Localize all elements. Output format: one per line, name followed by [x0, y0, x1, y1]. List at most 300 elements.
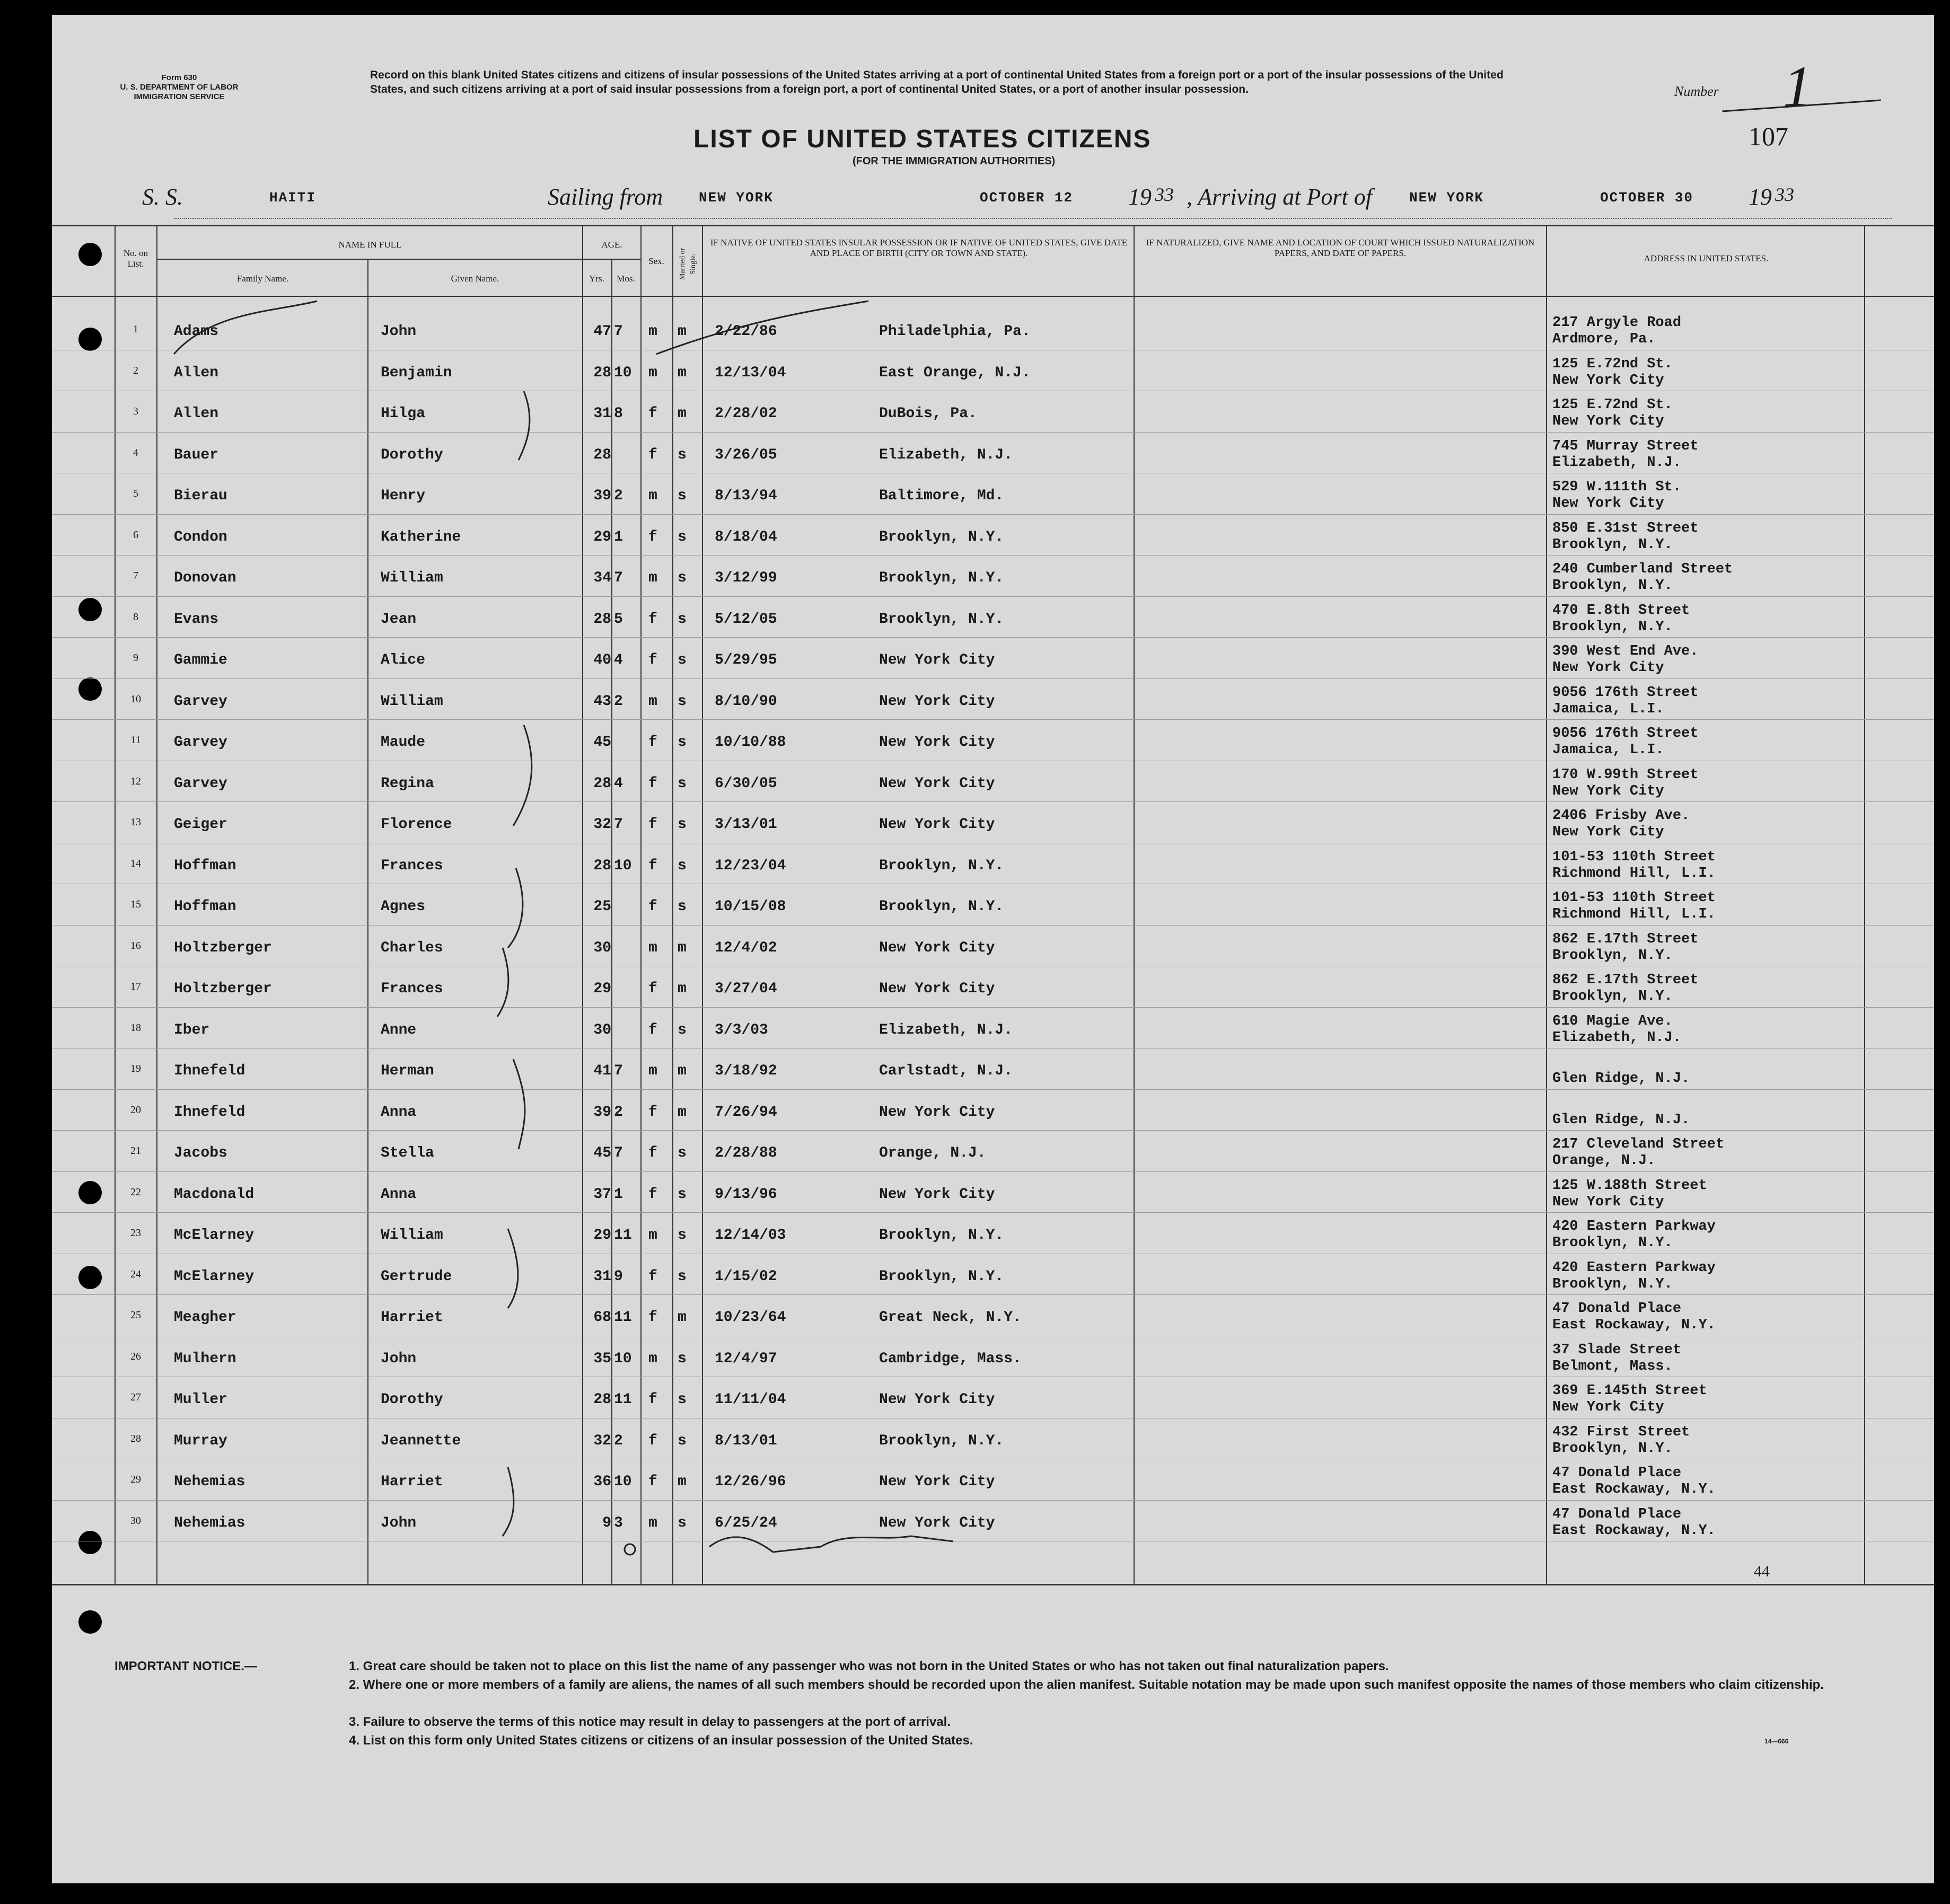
cell-no: 28	[130, 1432, 141, 1444]
cell-addr1: 610 Magie Ave.	[1552, 1013, 1673, 1029]
cell-addr1: 125 W.188th Street	[1552, 1177, 1707, 1194]
cell-given: Anne	[381, 1021, 417, 1038]
cell-family: Condon	[174, 528, 227, 545]
cell-addr2: Jamaica, L.I.	[1552, 742, 1664, 758]
page-title: LIST OF UNITED STATES CITIZENS	[693, 125, 1152, 153]
notice-item: 2. Where one or more members of a family are aliens, the names of all such members should be recorded upon the alien manifest. Suitable notation may be made upon such manifest opposite the names of those members who claim citizenship.	[349, 1678, 1824, 1692]
cell-place: New York City	[879, 816, 995, 833]
cell-no: 27	[130, 1391, 141, 1403]
cell-ms: s	[678, 528, 687, 545]
cell-sex: m	[648, 1227, 657, 1244]
cell-sex: f	[648, 1432, 657, 1449]
column-header-address: ADDRESS IN UNITED STATES.	[1644, 253, 1769, 263]
cell-yrs: 25	[593, 898, 611, 915]
cell-given: Anna	[381, 1104, 417, 1121]
column-header-family: Family Name.	[236, 274, 289, 284]
year-prefix: 19	[1128, 184, 1152, 210]
cell-dob: 8/18/04	[715, 528, 777, 545]
cell-mos: 10	[614, 1474, 632, 1490]
cell-ms: m	[678, 939, 687, 956]
cell-no: 26	[130, 1350, 141, 1362]
cell-mos: 1	[614, 528, 623, 545]
pen-bracket	[508, 1229, 518, 1308]
cell-no: 11	[130, 734, 141, 746]
number-label: Number	[1674, 84, 1719, 99]
cell-addr1: 47 Donald Place	[1552, 1465, 1682, 1481]
cell-ms: s	[678, 734, 687, 751]
cell-addr1: 2406 Frisby Ave.	[1552, 808, 1690, 824]
pen-stroke	[174, 301, 317, 354]
cell-yrs: 31	[593, 1268, 611, 1285]
cell-family: McElarney	[174, 1268, 254, 1285]
cell-given: Harriet	[381, 1474, 443, 1490]
cell-dob: 8/10/90	[715, 693, 777, 710]
cell-addr1: 47 Donald Place	[1552, 1506, 1682, 1522]
cell-addr1: 125 E.72nd St.	[1552, 397, 1673, 413]
cell-given: Florence	[381, 816, 452, 833]
cell-addr2: New York City	[1552, 372, 1664, 389]
cell-addr2: Brooklyn, N.Y.	[1552, 619, 1673, 635]
cell-yrs: 37	[593, 1186, 611, 1203]
cell-no: 25	[130, 1309, 141, 1321]
cell-dob: 2/22/86	[715, 323, 777, 340]
cell-addr2: Brooklyn, N.Y.	[1552, 536, 1673, 553]
cell-addr2: Richmond Hill, L.I.	[1552, 906, 1716, 922]
cell-no: 14	[130, 857, 141, 869]
cell-yrs: 31	[593, 406, 611, 422]
cell-yrs: 29	[593, 981, 611, 997]
notice-item: 4. List on this form only United States citizens or citizens of an insular possession of the United States.	[349, 1733, 973, 1748]
column-header-no: No. on List.	[123, 248, 148, 269]
cell-mos: 5	[614, 611, 623, 628]
cell-addr2: Elizabeth, N.J.	[1552, 1029, 1682, 1046]
cell-yrs: 28	[593, 611, 611, 628]
cell-yrs: 9	[602, 1514, 611, 1531]
form-instructions: Record on this blank United States citizens and citizens of insular possessions of the United States arriving at a port of continental United States from a foreign port or a port of the insular possessions of the United States, and such citizens arriving at a port of said insular possessions from a foreign port, a port of continental United States, or a port of another insular possession.	[370, 69, 1504, 95]
cell-given: Dorothy	[381, 446, 443, 463]
cell-dob: 7/26/94	[715, 1104, 777, 1121]
cell-sex: m	[648, 323, 657, 340]
cell-sex: f	[648, 406, 657, 422]
arrival-port: NEW YORK	[1409, 190, 1484, 206]
cell-mos: 10	[614, 364, 632, 381]
cell-ms: s	[678, 488, 687, 504]
cell-given: William	[381, 1227, 443, 1244]
cell-addr2: Orange, N.J.	[1552, 1153, 1656, 1169]
cell-addr2: New York City	[1552, 824, 1664, 840]
cell-addr2: Brooklyn, N.Y.	[1552, 578, 1673, 594]
cell-addr2: Glen Ridge, N.J.	[1552, 1112, 1690, 1128]
cell-ms: s	[678, 775, 687, 792]
service-name: IMMIGRATION SERVICE	[134, 92, 225, 101]
cell-given: Dorothy	[381, 1391, 443, 1408]
cell-place: Brooklyn, N.Y.	[879, 570, 1004, 586]
cell-yrs: 28	[593, 857, 611, 874]
cell-mos: 1	[614, 1186, 623, 1203]
cell-sex: m	[648, 1350, 657, 1367]
year-prefix: 19	[1749, 184, 1772, 210]
cell-addr2: New York City	[1552, 660, 1664, 676]
cell-place: Great Neck, N.Y.	[879, 1309, 1022, 1326]
cell-yrs: 29	[593, 528, 611, 545]
cell-given: Henry	[381, 488, 426, 504]
cell-mos: 2	[614, 488, 623, 504]
departure-date: OCTOBER 12	[980, 190, 1074, 206]
cell-family: Allen	[174, 406, 219, 422]
cell-given: Regina	[381, 775, 434, 792]
cell-family: Garvey	[174, 734, 227, 751]
cell-addr1: 390 West End Ave.	[1552, 644, 1699, 659]
cell-place: East Orange, N.J.	[879, 364, 1031, 381]
cell-sex: m	[648, 693, 657, 710]
cell-sex: f	[648, 1268, 657, 1285]
cell-dob: 5/29/95	[715, 652, 777, 668]
cell-given: Benjamin	[381, 364, 452, 381]
cell-no: 24	[130, 1268, 141, 1280]
cell-ms: m	[678, 1309, 687, 1326]
cell-sex: f	[648, 611, 657, 628]
cell-addr1: 420 Eastern Parkway	[1552, 1259, 1716, 1276]
cell-place: Orange, N.J.	[879, 1145, 986, 1161]
cell-dob: 1/15/02	[715, 1268, 777, 1285]
cell-place: DuBois, Pa.	[879, 406, 977, 422]
cell-addr1: 101-53 110th Street	[1552, 890, 1716, 906]
cell-ms: s	[678, 1268, 687, 1285]
cell-addr1: 369 E.145th Street	[1552, 1383, 1707, 1399]
cell-addr1: 9056 176th Street	[1552, 684, 1699, 701]
column-header-birth: IF NATIVE OF UNITED STATES INSULAR POSSESSION OR IF NATIVE OF UNITED STATES, GIVE DATE AND PLACE OF BIRTH (CITY OR TOWN AND STATE).	[710, 237, 1128, 258]
cell-ms: s	[678, 816, 687, 833]
cell-no: 2	[133, 364, 138, 376]
cell-given: John	[381, 1350, 417, 1367]
cell-given: Agnes	[381, 898, 426, 915]
cell-place: New York City	[879, 1186, 995, 1203]
cell-given: Hilga	[381, 406, 426, 422]
cell-family: Evans	[174, 611, 219, 628]
cell-place: Elizabeth, N.J.	[879, 1021, 1013, 1038]
cell-given: Jeannette	[381, 1432, 461, 1449]
cell-mos: 7	[614, 323, 623, 340]
cell-place: New York City	[879, 1474, 995, 1490]
cell-yrs: 68	[593, 1309, 611, 1326]
cell-family: Bierau	[174, 488, 227, 504]
handwritten-marks	[52, 15, 1934, 1605]
cell-sex: f	[648, 1391, 657, 1408]
cell-mos: 10	[614, 1350, 632, 1367]
cell-mos: 7	[614, 816, 623, 833]
cell-addr1: 125 E.72nd St.	[1552, 356, 1673, 372]
cell-dob: 12/26/96	[715, 1474, 786, 1490]
cell-ms: s	[678, 1432, 687, 1449]
cell-no: 8	[133, 611, 138, 623]
cell-no: 1	[133, 323, 138, 335]
cell-addr2: Glen Ridge, N.J.	[1552, 1071, 1690, 1087]
cell-mos: 11	[614, 1227, 632, 1244]
cell-no: 16	[130, 939, 141, 951]
cell-sex: m	[648, 1063, 657, 1079]
cell-family: Gammie	[174, 652, 227, 668]
cell-no: 13	[130, 816, 141, 828]
cell-sex: f	[648, 652, 657, 668]
cell-mos: 7	[614, 570, 623, 586]
cell-yrs: 30	[593, 939, 611, 956]
cell-ms: s	[678, 1021, 687, 1038]
footnote-count: 44	[1754, 1563, 1770, 1580]
cell-ms: s	[678, 1186, 687, 1203]
cell-dob: 2/28/88	[715, 1145, 777, 1161]
list-number: 1	[1783, 54, 1812, 119]
cell-dob: 3/18/92	[715, 1063, 777, 1079]
cell-no: 19	[130, 1063, 141, 1074]
handwritten-signature	[709, 1536, 953, 1552]
cell-mos: 10	[614, 857, 632, 874]
cell-yrs: 39	[593, 488, 611, 504]
cell-given: Katherine	[381, 528, 461, 545]
column-header-name: NAME IN FULL	[338, 240, 402, 250]
cell-sex: f	[648, 1309, 657, 1326]
cell-place: Brooklyn, N.Y.	[879, 1432, 1004, 1449]
cell-yrs: 28	[593, 446, 611, 463]
column-header-age: AGE.	[601, 240, 622, 250]
cell-no: 4	[133, 446, 138, 459]
cell-dob: 12/4/02	[715, 939, 777, 956]
cell-family: Muller	[174, 1391, 227, 1408]
cell-addr1: 745 Murray Street	[1552, 438, 1699, 454]
cell-mos: 3	[614, 1514, 623, 1531]
cell-addr1: 862 E.17th Street	[1552, 931, 1699, 947]
cell-addr2: Brooklyn, N.Y.	[1552, 1276, 1673, 1292]
cell-dob: 8/13/94	[715, 488, 777, 504]
pen-bracket	[519, 391, 530, 460]
cell-given: Stella	[381, 1145, 434, 1161]
cell-ms: m	[678, 406, 687, 422]
cell-ms: m	[678, 1104, 687, 1121]
cell-sex: f	[648, 857, 657, 874]
cell-place: Philadelphia, Pa.	[879, 323, 1031, 340]
cell-addr1: 420 Eastern Parkway	[1552, 1219, 1716, 1235]
cell-given: John	[381, 323, 417, 340]
pen-bracket	[497, 948, 508, 1017]
cell-yrs: 47	[593, 323, 611, 340]
cell-sex: m	[648, 364, 657, 381]
column-header-given: Given Name.	[451, 274, 499, 284]
cell-family: Donovan	[174, 570, 236, 586]
cell-addr2: New York City	[1552, 496, 1664, 512]
pen-bracket	[508, 868, 523, 948]
cell-yrs: 28	[593, 1391, 611, 1408]
cell-yrs: 35	[593, 1350, 611, 1367]
cell-no: 29	[130, 1474, 141, 1485]
cell-given: William	[381, 570, 443, 586]
cell-dob: 12/14/03	[715, 1227, 786, 1244]
cell-place: Baltimore, Md.	[879, 488, 1004, 504]
cell-yrs: 28	[593, 775, 611, 792]
cell-no: 22	[130, 1186, 141, 1198]
cell-addr1: 432 First Street	[1552, 1424, 1690, 1440]
cell-addr2: Belmont, Mass.	[1552, 1358, 1673, 1374]
cell-dob: 2/28/02	[715, 406, 777, 422]
cell-no: 20	[130, 1104, 141, 1116]
cell-ms: s	[678, 1227, 687, 1244]
cell-place: New York City	[879, 734, 995, 751]
cell-family: Ihnefeld	[174, 1063, 245, 1079]
cell-sex: f	[648, 981, 657, 997]
cell-dob: 10/15/08	[715, 898, 786, 915]
cell-addr2: New York City	[1552, 413, 1664, 429]
cell-family: Garvey	[174, 775, 227, 792]
print-code: 14—666	[1764, 1738, 1789, 1745]
cell-given: Gertrude	[381, 1268, 452, 1285]
cell-yrs: 29	[593, 1227, 611, 1244]
cell-ms: m	[678, 1474, 687, 1490]
sailing-label: Sailing from	[548, 184, 663, 210]
cell-ms: s	[678, 857, 687, 874]
cell-dob: 11/11/04	[715, 1391, 786, 1408]
cell-addr2: East Rockaway, N.Y.	[1552, 1522, 1716, 1539]
cell-addr2: New York City	[1552, 783, 1664, 799]
cell-mos: 2	[614, 1104, 623, 1121]
cell-addr2: New York City	[1552, 1194, 1664, 1210]
cell-place: New York City	[879, 939, 995, 956]
cell-place: Elizabeth, N.J.	[879, 446, 1013, 463]
notice-item: 1. Great care should be taken not to place on this list the name of any passenger who was not born in the United States or who has not taken out final naturalization papers.	[349, 1659, 1389, 1673]
arriving-label: , Arriving at Port of	[1187, 184, 1372, 210]
cell-sex: f	[648, 1104, 657, 1121]
cell-addr1: 47 Donald Place	[1552, 1301, 1682, 1317]
cell-given: Herman	[381, 1063, 434, 1079]
cell-place: New York City	[879, 652, 995, 668]
cell-place: New York City	[879, 1104, 995, 1121]
cell-family: Adams	[174, 323, 219, 340]
cell-yrs: 39	[593, 1104, 611, 1121]
cell-ms: s	[678, 446, 687, 463]
cell-yrs: 30	[593, 1021, 611, 1038]
column-header-naturalized: IF NATURALIZED, GIVE NAME AND LOCATION OF COURT WHICH ISSUED NATURALIZATION PAPERS, AND DATE OF PAPERS.	[1146, 237, 1535, 258]
cell-no: 15	[130, 898, 141, 910]
cell-sex: f	[648, 816, 657, 833]
cell-addr2: New York City	[1552, 1399, 1664, 1415]
cell-sex: m	[648, 570, 657, 586]
cell-yrs: 28	[593, 364, 611, 381]
cell-dob: 10/23/64	[715, 1309, 786, 1326]
pen-bracket	[513, 725, 532, 826]
cell-place: Brooklyn, N.Y.	[879, 898, 1004, 915]
cell-ms: s	[678, 611, 687, 628]
cell-family: Bauer	[174, 446, 219, 463]
cell-no: 7	[133, 570, 138, 581]
cell-no: 23	[130, 1227, 141, 1239]
cell-family: Meagher	[174, 1309, 236, 1326]
cell-no: 21	[130, 1145, 141, 1157]
cell-addr2: Jamaica, L.I.	[1552, 701, 1664, 717]
cell-addr1: 217 Cleveland Street	[1552, 1136, 1725, 1152]
cell-family: Allen	[174, 364, 219, 381]
cell-dob: 6/30/05	[715, 775, 777, 792]
cell-ms: s	[678, 1145, 687, 1161]
cell-mos: 2	[614, 1432, 623, 1449]
cell-yrs: 45	[593, 1145, 611, 1161]
column-header-yrs: Yrs.	[589, 274, 604, 284]
cell-addr2: Brooklyn, N.Y.	[1552, 947, 1673, 964]
cell-addr1: 240 Cumberland Street	[1552, 561, 1733, 577]
cell-dob: 3/3/03	[715, 1021, 768, 1038]
form-number: Form 630	[161, 73, 197, 82]
cell-family: Holtzberger	[174, 981, 272, 997]
cell-ms: s	[678, 1514, 687, 1531]
cell-mos: 7	[614, 1145, 623, 1161]
pen-stroke	[656, 301, 868, 354]
cell-addr2: Ardmore, Pa.	[1552, 331, 1656, 347]
department-name: U. S. DEPARTMENT OF LABOR	[120, 83, 239, 92]
cell-yrs: 32	[593, 1432, 611, 1449]
cell-family: Garvey	[174, 693, 227, 710]
cell-ms: s	[678, 1350, 687, 1367]
cell-sex: f	[648, 1145, 657, 1161]
cell-place: Brooklyn, N.Y.	[879, 857, 1004, 874]
ss-label: S. S.	[142, 184, 183, 210]
ship-name: HAITI	[269, 190, 317, 206]
cell-addr1: 850 E.31st Street	[1552, 520, 1699, 536]
cell-dob: 8/13/01	[715, 1432, 777, 1449]
cell-given: Charles	[381, 939, 443, 956]
cell-sex: m	[648, 939, 657, 956]
cell-family: Hoffman	[174, 857, 236, 874]
departure-year: 33	[1155, 184, 1174, 205]
cell-sex: f	[648, 1474, 657, 1490]
cell-no: 18	[130, 1021, 141, 1034]
cell-dob: 12/4/97	[715, 1350, 777, 1367]
cell-family: Geiger	[174, 816, 227, 833]
cell-ms: m	[678, 323, 687, 340]
cell-sex: f	[648, 446, 657, 463]
cell-mos: 11	[614, 1391, 632, 1408]
departure-port: NEW YORK	[699, 190, 774, 206]
cell-addr1: 170 W.99th Street	[1552, 766, 1699, 783]
arrival-date: OCTOBER 30	[1600, 190, 1694, 206]
cell-family: Holtzberger	[174, 939, 272, 956]
cell-given: William	[381, 693, 443, 710]
cell-ms: s	[678, 898, 687, 915]
cell-dob: 3/27/04	[715, 981, 777, 997]
cell-dob: 3/26/05	[715, 446, 777, 463]
cell-dob: 3/12/99	[715, 570, 777, 586]
cell-addr1: 101-53 110th Street	[1552, 849, 1716, 865]
cell-ms: s	[678, 652, 687, 668]
cell-mos: 4	[614, 652, 623, 668]
cell-given: Frances	[381, 857, 443, 874]
cell-yrs: 34	[593, 570, 611, 586]
cell-place: Brooklyn, N.Y.	[879, 528, 1004, 545]
cell-no: 6	[133, 528, 138, 541]
cell-addr1: 37 Slade Street	[1552, 1342, 1682, 1358]
cell-sex: m	[648, 1514, 657, 1531]
cell-sex: f	[648, 898, 657, 915]
cell-place: New York City	[879, 1514, 995, 1531]
cell-no: 17	[130, 981, 141, 992]
cell-sex: f	[648, 775, 657, 792]
cell-ms: m	[678, 1063, 687, 1079]
cell-family: Ihnefeld	[174, 1104, 245, 1121]
cell-place: Brooklyn, N.Y.	[879, 611, 1004, 628]
punch-hole	[78, 1610, 102, 1634]
cell-ms: s	[678, 693, 687, 710]
cell-addr1: 862 E.17th Street	[1552, 972, 1699, 988]
cell-ms: s	[678, 1391, 687, 1408]
page-subtitle: (FOR THE IMMIGRATION AUTHORITIES)	[853, 155, 1056, 167]
cell-yrs: 40	[593, 652, 611, 668]
cell-mos: 8	[614, 406, 623, 422]
cell-addr1: 217 Argyle Road	[1552, 315, 1682, 331]
